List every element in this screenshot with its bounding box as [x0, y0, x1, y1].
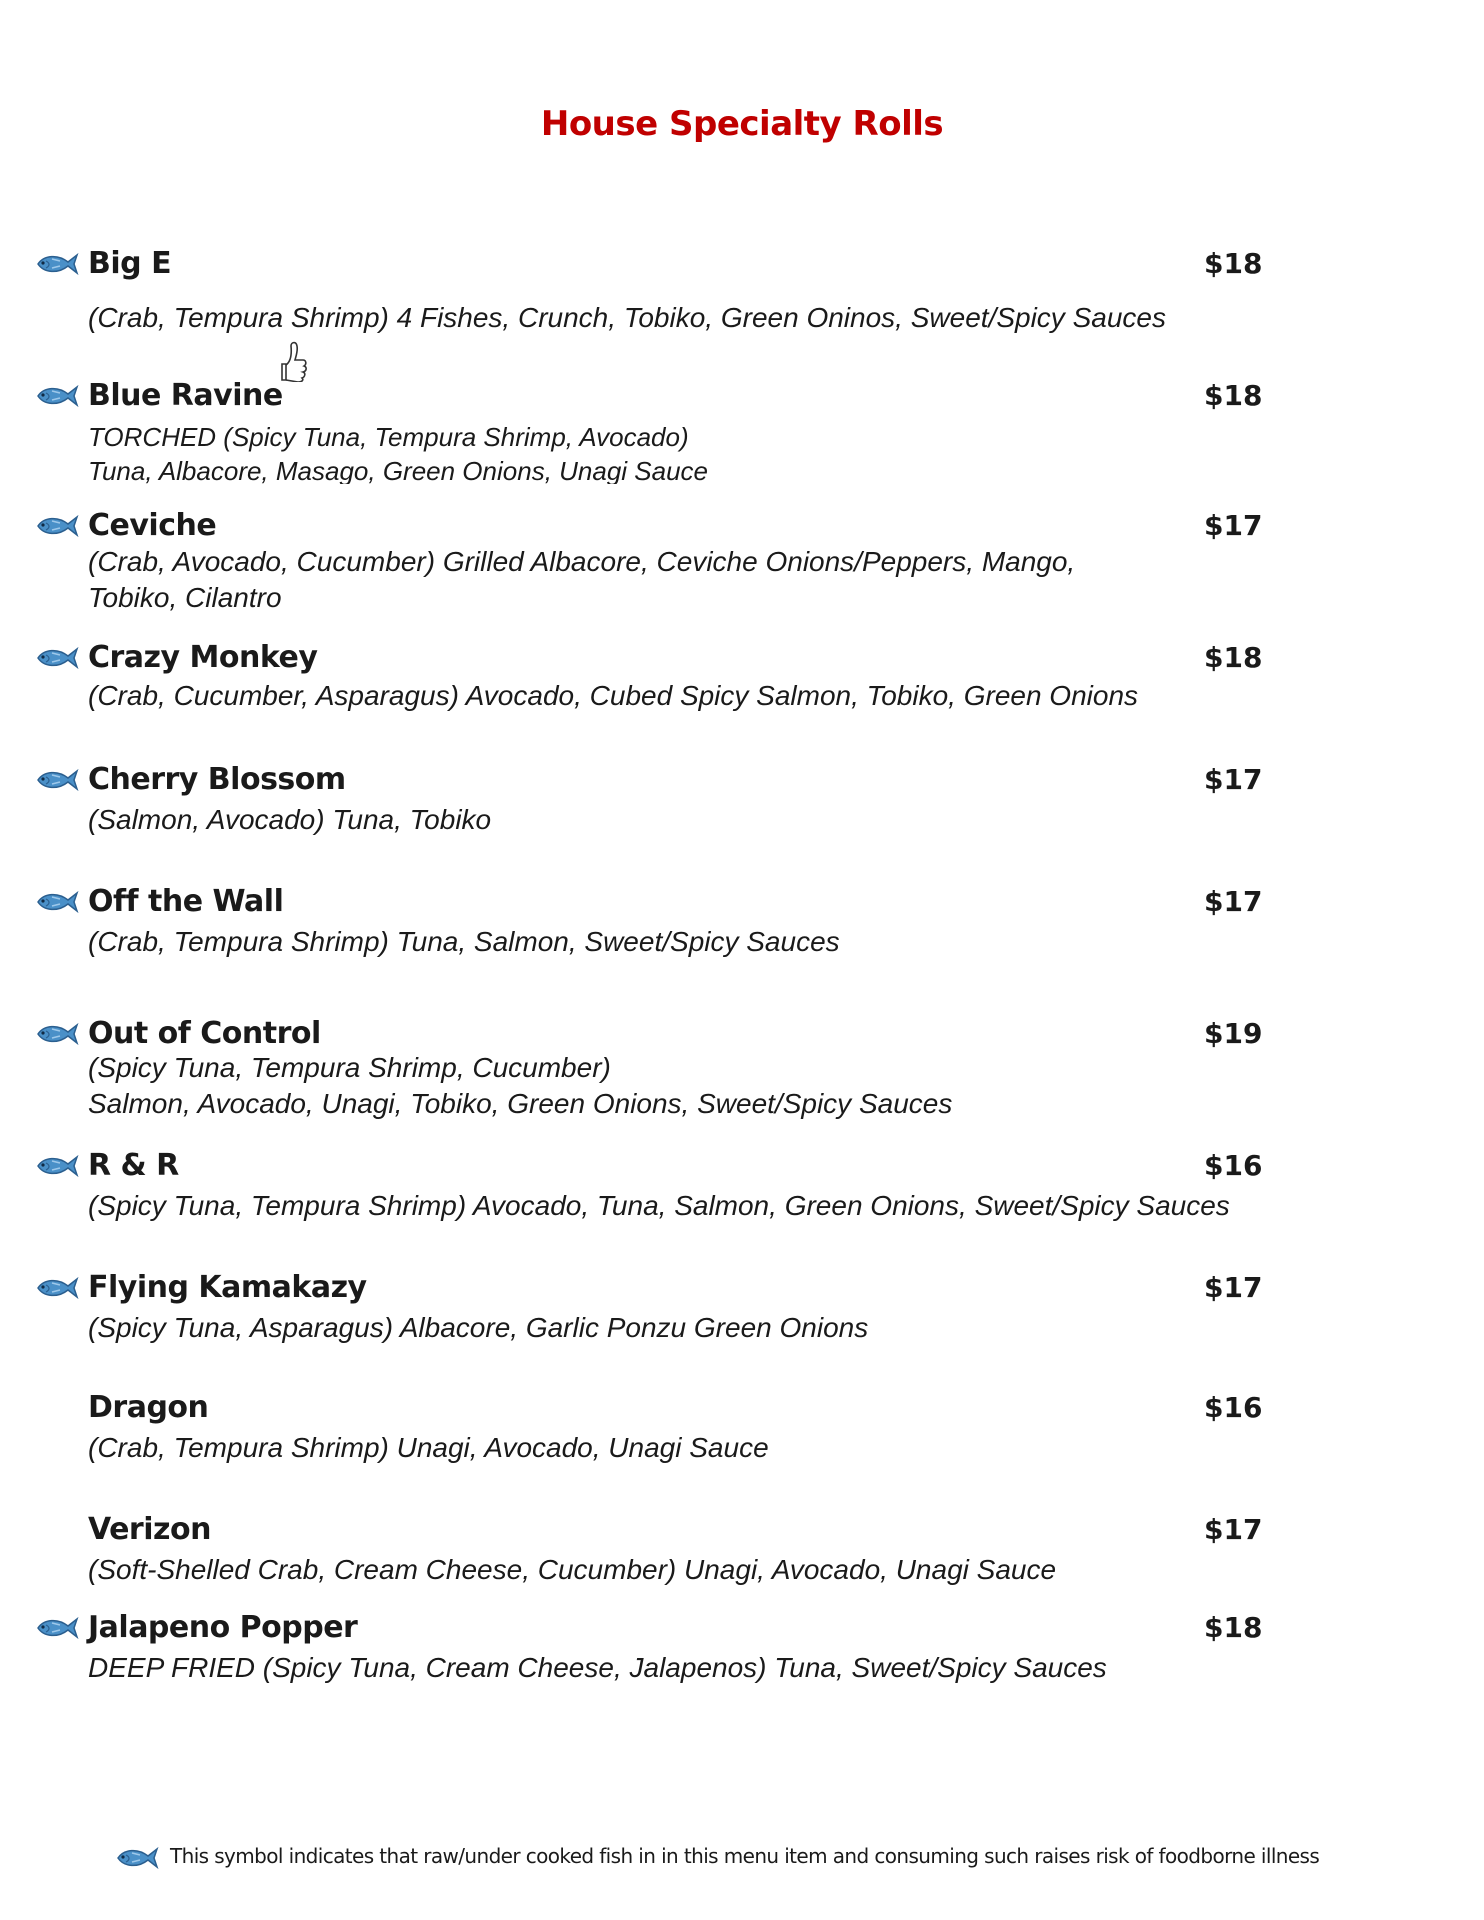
- item-name: Ceviche: [88, 508, 217, 543]
- description-line: (Crab, Avocado, Cucumber) Grilled Albacore, Ceviche Onions/Peppers, Mango,: [88, 546, 1076, 577]
- description-line: Tobiko, Cilantro: [88, 582, 282, 613]
- page-title: House Specialty Rolls: [540, 104, 944, 144]
- item-price: $18: [1204, 641, 1263, 674]
- item-price: $18: [1204, 1611, 1263, 1644]
- fish-icon: [34, 768, 80, 792]
- item-price: $17: [1204, 763, 1263, 796]
- item-price: $16: [1204, 1391, 1263, 1424]
- description-line: (Soft-Shelled Crab, Cream Cheese, Cucumber) Unagi, Avocado, Unagi Sauce: [88, 1554, 1057, 1585]
- footnote-text: This symbol indicates that raw/under cooked fish in in this menu item and consuming such raises risk of foodborne illness: [170, 1844, 1320, 1868]
- item-name: Jalapeno Popper: [88, 1610, 358, 1645]
- item-price: $16: [1204, 1149, 1263, 1182]
- fish-icon: [34, 1616, 80, 1640]
- item-description: [88, 420, 708, 484]
- thumbs-up-icon: [276, 338, 308, 382]
- description-line: (Crab, Tempura Shrimp) Unagi, Avocado, Unagi Sauce: [88, 1432, 769, 1463]
- description-line: (Spicy Tuna, Asparagus) Albacore, Garlic Ponzu Green Onions: [88, 1312, 869, 1343]
- description-line: Tuna, Albacore, Masago, Green Onions, Unagi Sauce: [88, 456, 709, 484]
- item-price: $17: [1204, 509, 1263, 542]
- item-name: Blue Ravine: [88, 378, 283, 413]
- description-line: (Spicy Tuna, Tempura Shrimp) Avocado, Tuna, Salmon, Green Onions, Sweet/Spicy Sauces: [88, 1190, 1230, 1221]
- item-price: $17: [1204, 1513, 1263, 1546]
- item-price: $19: [1204, 1017, 1263, 1050]
- item-name: Big E: [88, 246, 172, 281]
- item-description: [88, 1050, 952, 1122]
- fish-icon: [34, 252, 80, 276]
- item-name: Flying Kamakazy: [88, 1270, 367, 1305]
- description-line: (Spicy Tuna, Tempura Shrimp, Cucumber): [88, 1052, 611, 1083]
- description-line: Salmon, Avocado, Unagi, Tobiko, Green Onions, Sweet/Spicy Sauces: [88, 1088, 953, 1119]
- item-description: [88, 1650, 1107, 1686]
- description-line: (Crab, Cucumber, Asparagus) Avocado, Cubed Spicy Salmon, Tobiko, Green Onions: [88, 680, 1139, 711]
- fish-icon: [34, 890, 80, 914]
- description-line: (Salmon, Avocado) Tuna, Tobiko: [88, 804, 492, 835]
- fish-icon: [34, 514, 80, 538]
- fish-icon: [34, 1276, 80, 1300]
- item-price: $18: [1204, 247, 1263, 280]
- item-description: [88, 924, 840, 960]
- fish-icon: [34, 646, 80, 670]
- item-name: Verizon: [88, 1512, 211, 1547]
- item-name: R & R: [88, 1148, 179, 1183]
- item-price: $17: [1204, 1271, 1263, 1304]
- item-description: [88, 802, 491, 838]
- description-line: TORCHED (Spicy Tuna, Tempura Shrimp, Avocado): [88, 422, 689, 452]
- item-name: Out of Control: [88, 1016, 321, 1051]
- description-line: (Crab, Tempura Shrimp) 4 Fishes, Crunch, Tobiko, Green Oninos, Sweet/Spicy Sauces: [88, 302, 1166, 333]
- item-description: [88, 1188, 1230, 1224]
- item-description: [88, 300, 1166, 336]
- item-price: $17: [1204, 885, 1263, 918]
- item-description: [88, 1552, 1056, 1588]
- item-name: Cherry Blossom: [88, 762, 346, 797]
- item-name: Dragon: [88, 1390, 209, 1425]
- item-price: $18: [1204, 379, 1263, 412]
- item-description: [88, 544, 1075, 616]
- fish-icon: [34, 384, 80, 408]
- item-name: Off the Wall: [88, 884, 284, 919]
- item-description: [88, 678, 1138, 714]
- item-name: Crazy Monkey: [88, 640, 318, 675]
- description-line: DEEP FRIED (Spicy Tuna, Cream Cheese, Jalapenos) Tuna, Sweet/Spicy Sauces: [88, 1652, 1107, 1683]
- item-description: [88, 1430, 769, 1466]
- description-line: (Crab, Tempura Shrimp) Tuna, Salmon, Sweet/Spicy Sauces: [88, 926, 840, 957]
- fish-icon: [34, 1022, 80, 1046]
- item-description: [88, 1310, 868, 1346]
- fish-icon: [114, 1846, 160, 1870]
- fish-icon: [34, 1154, 80, 1178]
